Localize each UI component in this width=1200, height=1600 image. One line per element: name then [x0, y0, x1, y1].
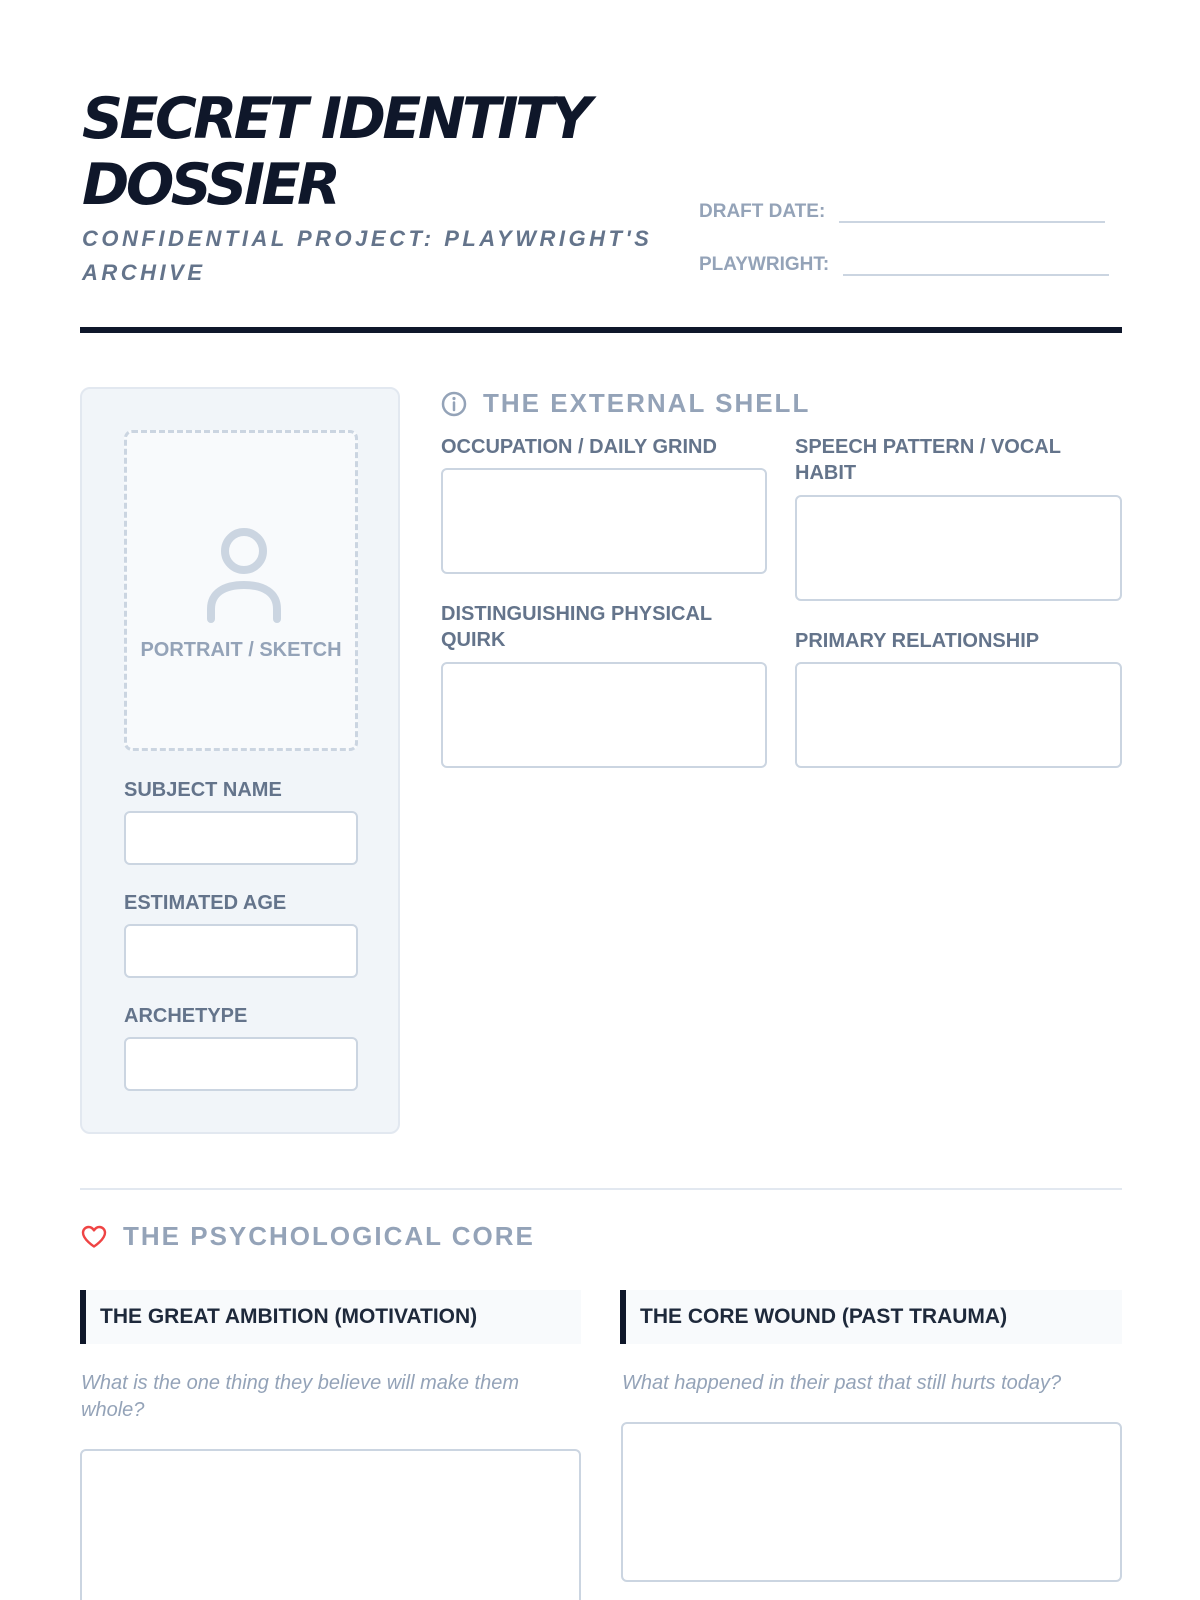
- archetype-label: ARCHETYPE: [124, 1005, 248, 1027]
- draft-date-row: [699, 201, 1105, 223]
- document-title: SECRET IDENTITY DOSSIER: [82, 86, 589, 218]
- subject-name-label: SUBJECT NAME: [124, 779, 282, 801]
- heart-icon: [81, 1225, 107, 1249]
- external-shell-title: THE EXTERNAL SHELL: [483, 388, 811, 418]
- quirk-field[interactable]: [441, 662, 767, 768]
- quirk-label: DISTINGUISHING PHYSICAL QUIRK: [441, 603, 712, 651]
- section-divider: [80, 1188, 1122, 1190]
- estimated-age-label: ESTIMATED AGE: [124, 892, 287, 914]
- wound-header: THE CORE WOUND (PAST TRAUMA): [620, 1290, 1122, 1344]
- speech-label: SPEECH PATTERN / VOCAL HABIT: [795, 436, 1061, 484]
- ambition-header: THE GREAT AMBITION (MOTIVATION): [80, 1290, 581, 1344]
- psych-core-heading: [81, 1221, 535, 1252]
- document-subtitle: CONFIDENTIAL PROJECT: PLAYWRIGHT'S ARCHIVE: [82, 226, 653, 285]
- archetype-field[interactable]: [124, 1037, 358, 1091]
- wound-field[interactable]: [621, 1422, 1122, 1582]
- playwright-row: [699, 254, 1109, 276]
- occupation-label: OCCUPATION / DAILY GRIND: [441, 436, 717, 458]
- playwright-field[interactable]: [843, 256, 1109, 276]
- speech-field[interactable]: [795, 495, 1122, 601]
- relationship-label: PRIMARY RELATIONSHIP: [795, 630, 1040, 652]
- wound-prompt: What happened in their past that still hurts today?: [622, 1372, 1062, 1394]
- subject-name-field[interactable]: [124, 811, 358, 865]
- psych-core-title: THE PSYCHOLOGICAL CORE: [123, 1221, 535, 1251]
- ambition-field[interactable]: [80, 1449, 581, 1600]
- info-icon: [441, 391, 467, 417]
- relationship-field[interactable]: [795, 662, 1122, 768]
- draft-date-label: DRAFT DATE:: [699, 201, 826, 222]
- estimated-age-field[interactable]: [124, 924, 358, 978]
- external-shell-heading: [441, 388, 810, 419]
- occupation-field[interactable]: [441, 468, 767, 574]
- playwright-label: PLAYWRIGHT:: [699, 254, 830, 275]
- ambition-prompt: What is the one thing they believe will make them whole?: [81, 1372, 519, 1421]
- header-divider: [80, 327, 1122, 333]
- draft-date-field[interactable]: [839, 203, 1105, 223]
- portrait-box[interactable]: [124, 430, 358, 751]
- portrait-label: PORTRAIT / SKETCH: [140, 639, 342, 661]
- person-icon: [207, 527, 281, 623]
